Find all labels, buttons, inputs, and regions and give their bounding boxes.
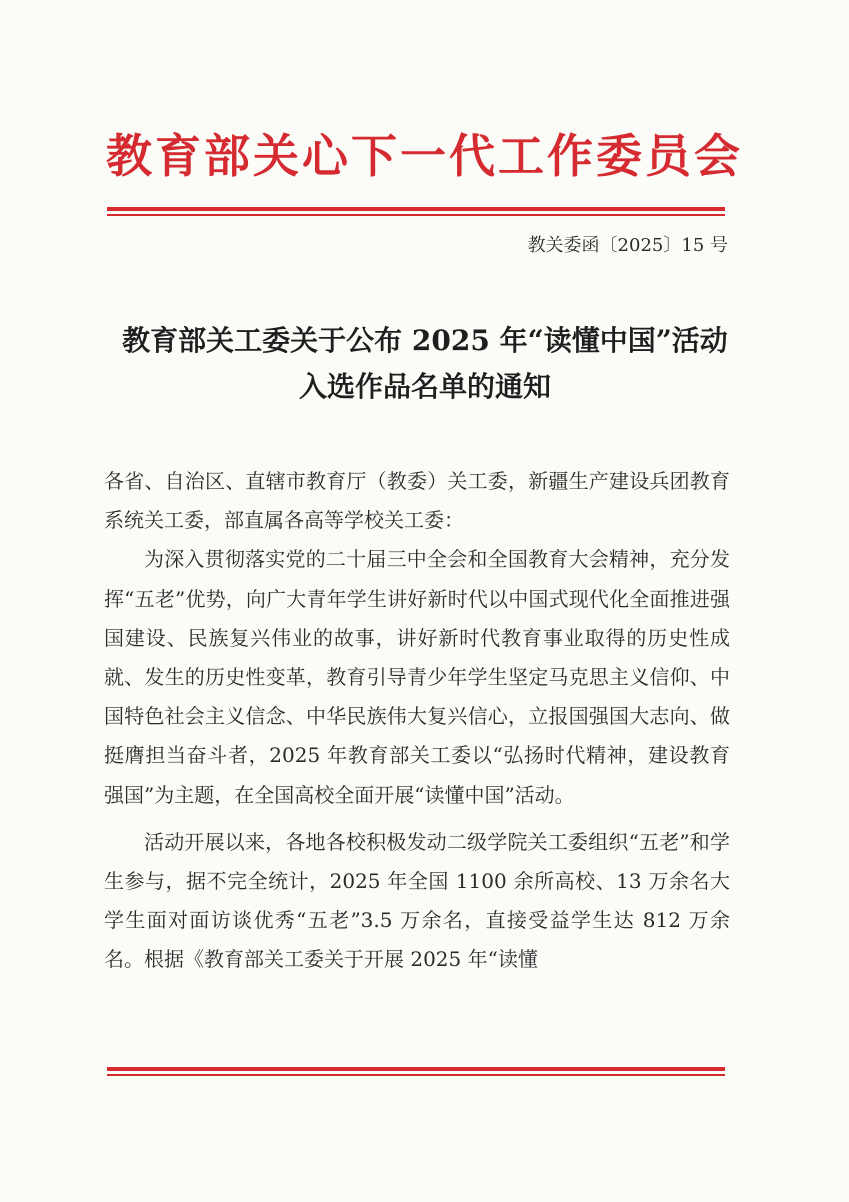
notice-title-line-1: 教育部关工委关于公布 2025 年“读懂中国”活动 — [122, 324, 728, 357]
body-text — [104, 462, 730, 980]
header-rule-thin — [107, 214, 725, 216]
paragraph-2: 活动开展以来，各地各校积极发动二级学院关工委组织“五老”和学生参与，据不完全统计，2025 年全国 1100 余所高校、13 万余名大学生面对面访谈优秀“五老”3.5 万余名，直接受益学生达 812 万余名。根据《教育部关工委关于开展 2025 年“读懂 — [104, 829, 730, 972]
salutation: 各省、自治区、直辖市教育厅（教委）关工委，新疆生产建设兵团教育系统关工委，部直属各高等学校关工委： — [104, 469, 730, 533]
header-red-rule — [107, 207, 725, 216]
footer-red-rule — [107, 1067, 725, 1076]
footer-rule-thin — [107, 1074, 725, 1076]
organization-header: 教育部关心下一代工作委员会 — [106, 129, 743, 183]
notice-title-line-2: 入选作品名单的通知 — [298, 370, 551, 403]
header-rule-thick — [107, 207, 725, 211]
footer-rule-thick — [107, 1067, 725, 1071]
document-number: 教关委函〔2025〕15 号 — [527, 235, 728, 256]
notice-title — [80, 318, 770, 410]
paragraph-1: 为深入贯彻落实党的二十届三中全会和全国教育大会精神，充分发挥“五老”优势，向广大青年学生讲好新时代以中国式现代化全面推进强国建设、民族复兴伟业的故事，讲好新时代教育事业取得的历史性成就、发生的历史性变革，教育引导青少年学生坚定马克思主义信仰、中国特色社会主义信念、中华民族伟大复兴信心，立报国强国大志向、做挺膺担当奋斗者，2025 年教育部关工委以“弘扬时代精神，建设教育强国”为主题，在全国高校全面开展“读懂中国”活动。 — [104, 547, 730, 807]
